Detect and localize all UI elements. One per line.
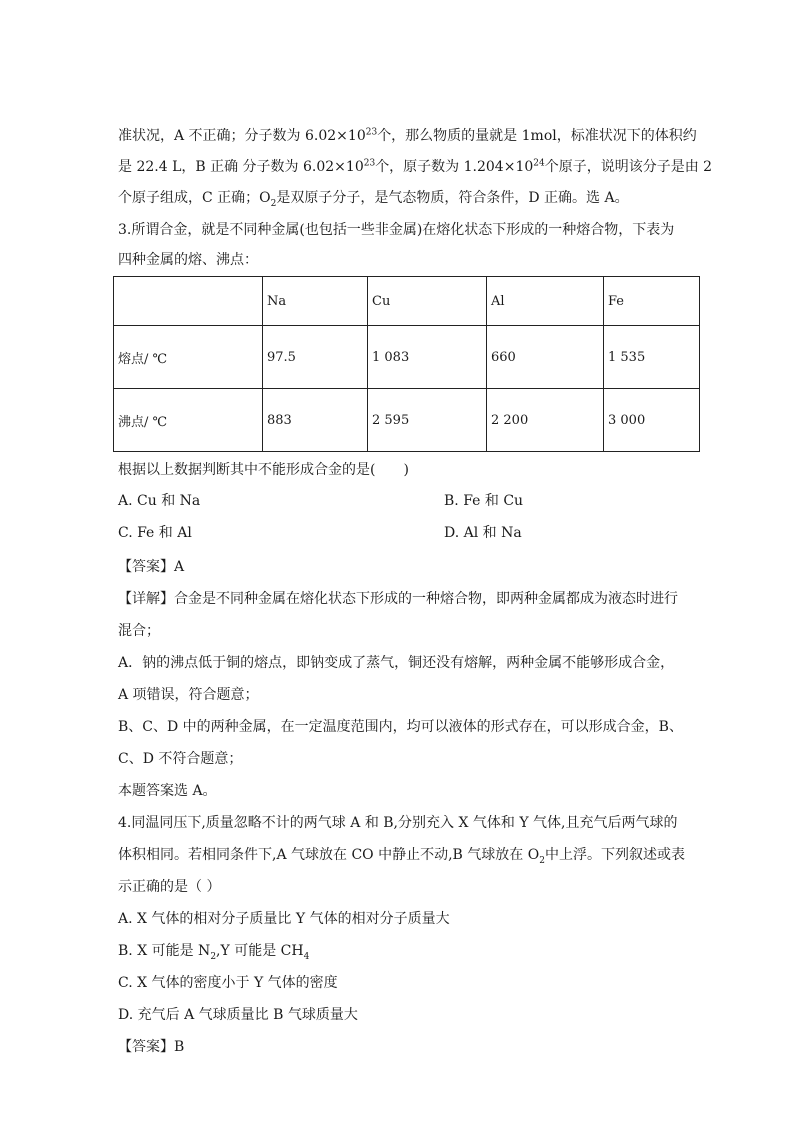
- option-a: A. X 气体的相对分子质量比 Y 气体的相对分子质量大: [118, 911, 450, 927]
- option-b: B. Fe 和 Cu: [444, 493, 524, 509]
- superscript: 23: [363, 158, 376, 169]
- option-d: D. 充气后 A 气球质量比 B 气球质量大: [118, 1007, 358, 1023]
- table-cell: 2 200: [487, 389, 604, 452]
- detail-line: A 项错误，符合题意；: [118, 687, 259, 703]
- text: 准状况，A 不正确；分子数为 6.02×10: [118, 128, 366, 144]
- option-a: A. Cu 和 Na: [118, 493, 201, 509]
- subscript: 2: [270, 198, 277, 209]
- option-d: D. Al 和 Na: [444, 525, 522, 541]
- text-line: [118, 157, 713, 177]
- table-cell: Cu: [368, 277, 487, 326]
- detail-line: 混合；: [118, 623, 160, 639]
- table-cell: 熔点/ ℃: [114, 326, 263, 389]
- superscript: 24: [533, 158, 545, 169]
- answer-label: 【答案】B: [118, 1039, 185, 1055]
- text-line: [118, 126, 698, 146]
- text: B. X 可能是 N: [118, 943, 211, 959]
- table-cell: Na: [263, 277, 368, 326]
- text: ,Y 可能是 CH: [216, 943, 304, 959]
- subscript: 4: [303, 951, 310, 962]
- table-cell: 沸点/ ℃: [114, 389, 263, 452]
- text: 体积相同。若相同条件下,A 气球放在 CO 中静止不动,B 气球放在 O: [118, 847, 540, 863]
- table-cell: 1 535: [604, 326, 700, 389]
- table-cell: 97.5: [263, 326, 368, 389]
- text: 个原子，说明该分子是由 2: [544, 159, 713, 175]
- text: 是双原子分子，是气态物质，符合条件，D 正确。选 A。: [276, 190, 629, 206]
- option-c: C. X 气体的密度小于 Y 气体的密度: [118, 975, 338, 991]
- text: 个原子组成，C 正确；O: [118, 190, 271, 206]
- text: 个，原子数为 1.204×10: [375, 159, 534, 175]
- table-cell: 660: [487, 326, 604, 389]
- subscript: 2: [539, 855, 545, 866]
- question-3-stem: 四种金属的熔、沸点：: [118, 252, 258, 268]
- question-4-stem: 4.同温同压下,质量忽略不计的两气球 A 和 B,分别充入 X 气体和 Y 气体,且充气后两气球的: [118, 815, 678, 831]
- options-row: [118, 491, 698, 511]
- text-line: [118, 188, 698, 208]
- table-cell: 3 000: [604, 389, 700, 452]
- option-b: [118, 941, 698, 961]
- options-row: [118, 523, 698, 543]
- detail-line: C、D 不符合题意；: [118, 751, 243, 767]
- table-header-row: [114, 277, 700, 326]
- option-c: C. Fe 和 Al: [118, 525, 192, 541]
- question-4-stem: [118, 845, 698, 865]
- table-cell: 1 083: [368, 326, 487, 389]
- table-cell: 883: [263, 389, 368, 452]
- intro-paragraph: [118, 126, 713, 209]
- detail-line: 本题答案选 A。: [118, 783, 217, 799]
- text: 中上浮。下列叙述或表: [544, 847, 685, 863]
- question-3-stem: 3.所谓合金，就是不同种金属(也包括一些非金属)在熔化状态下形成的一种熔合物，下表为: [118, 222, 675, 238]
- document-page: [118, 126, 713, 1057]
- table-row: [114, 326, 700, 389]
- subscript: 2: [210, 951, 217, 962]
- table-cell: 2 595: [368, 389, 487, 452]
- table-cell: [114, 277, 263, 326]
- question-3-prompt: 根据以上数据判断其中不能形成合金的是( ): [118, 462, 409, 478]
- superscript: 23: [365, 127, 378, 138]
- answer-label: 【答案】A: [118, 559, 185, 575]
- melting-boiling-table: [113, 276, 700, 452]
- table-cell: Fe: [604, 277, 700, 326]
- question-4-stem: 示正确的是（ ）: [118, 879, 221, 895]
- text: 个，那么物质的量就是 1mol，标准状况下的体积约: [377, 128, 697, 144]
- table-cell: Al: [487, 277, 604, 326]
- detail-line: 【详解】合金是不同种金属在熔化状态下形成的一种熔合物，即两种金属都成为液态时进行: [118, 591, 678, 607]
- detail-line: B、C、D 中的两种金属，在一定温度范围内，均可以液体的形式存在，可以形成合金，B、: [118, 719, 683, 735]
- text: 是 22.4 L，B 正确 分子数为 6.02×10: [118, 159, 364, 175]
- detail-line: A．钠的沸点低于铜的熔点，即钠变成了蒸气，铜还没有熔解，两种金属不能够形成合金，: [118, 655, 675, 671]
- table-row: [114, 389, 700, 452]
